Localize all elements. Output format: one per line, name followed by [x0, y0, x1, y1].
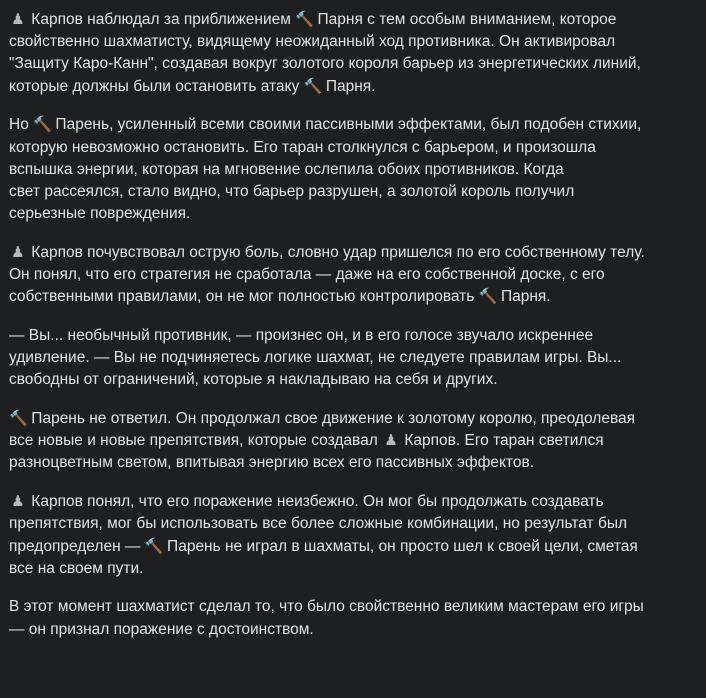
paragraph	[9, 242, 689, 309]
paragraph	[9, 596, 689, 640]
pawn-icon: ♟	[11, 10, 25, 28]
hammer-icon: 🔨	[9, 409, 28, 428]
pawn-icon: ♟	[384, 431, 398, 450]
paragraph-text: Карпов почувствовал острую боль, словно удар пришелся по его собственному телу. Он понял, что его стратегия не сработала — даже на его собственной доске, с его собственными правилами, он не мог полностью контролировать	[9, 243, 645, 306]
paragraph-text: Карпов наблюдал за приближением	[27, 11, 296, 28]
paragraph	[9, 9, 689, 98]
hammer-icon: 🔨	[144, 536, 164, 555]
hammer-icon: 🔨	[303, 76, 323, 95]
paragraph-text: Парня.	[321, 77, 376, 95]
pawn-icon: ♟	[11, 492, 25, 511]
paragraph	[9, 325, 689, 392]
paragraph	[9, 408, 689, 475]
paragraph-text: Парня с тем особым вниманием, которое свойственно шахматисту, видящему неожиданный ход противника. Он активировал "Защиту Каро-Канн", создавая вокруг золотого короля барьер из энергетических линий, которые должны были остановить атаку	[9, 11, 641, 95]
paragraph-text: Но	[9, 116, 34, 134]
paragraph-text: В этот момент шахматист сделал то, что было свойственно великим мастерам его игры — он признал поражение с достоинством.	[9, 598, 644, 638]
paragraph-text: Карпов. Его таран светился разноцветным светом, впитывая энергию всех его пассивных эффектов.	[9, 432, 604, 472]
paragraph-text: Карпов понял, что его поражение неизбежно. Он мог бы продолжать создавать препятствия, мог бы использовать все более сложные комбинации, но результат был предопределен —	[9, 493, 628, 555]
hammer-icon: 🔨	[33, 115, 52, 134]
hammer-icon: 🔨	[295, 10, 314, 28]
paragraph-text: Парня.	[496, 288, 551, 306]
paragraph	[9, 491, 689, 580]
paragraph-text: Парень не играл в шахматы, он просто шел к своей цели, сметая все на своем пути.	[9, 537, 638, 577]
paragraph-text: — Вы... необычный противник, — произнес он, и в его голосе звучало искреннее удивление. — Вы не подчиняетесь логике шахмат, не следуете правилам игры. Вы... свободны от ограничений, которые я накладываю на себя и других.	[9, 326, 622, 389]
paragraph	[9, 114, 689, 225]
paragraph-text: Парень, усиленный всеми своими пассивными эффектами, был подобен стихии, которую невозможно остановить. Его таран столкнулся с барьером, и произошла вспышка энергии, которая на мгновение ослепила обоих противников. Когда свет рассеялся, стало видно, что барьер разрушен, а золотой король получил серьезные повреждения.	[9, 116, 642, 223]
pawn-icon: ♟	[11, 242, 25, 261]
paragraph-text: Парень не ответил. Он продолжал свое движение к золотому королю, преодолевая все новые и новые препятствия, которые создавал	[9, 410, 636, 450]
hammer-icon: 🔨	[478, 287, 498, 306]
